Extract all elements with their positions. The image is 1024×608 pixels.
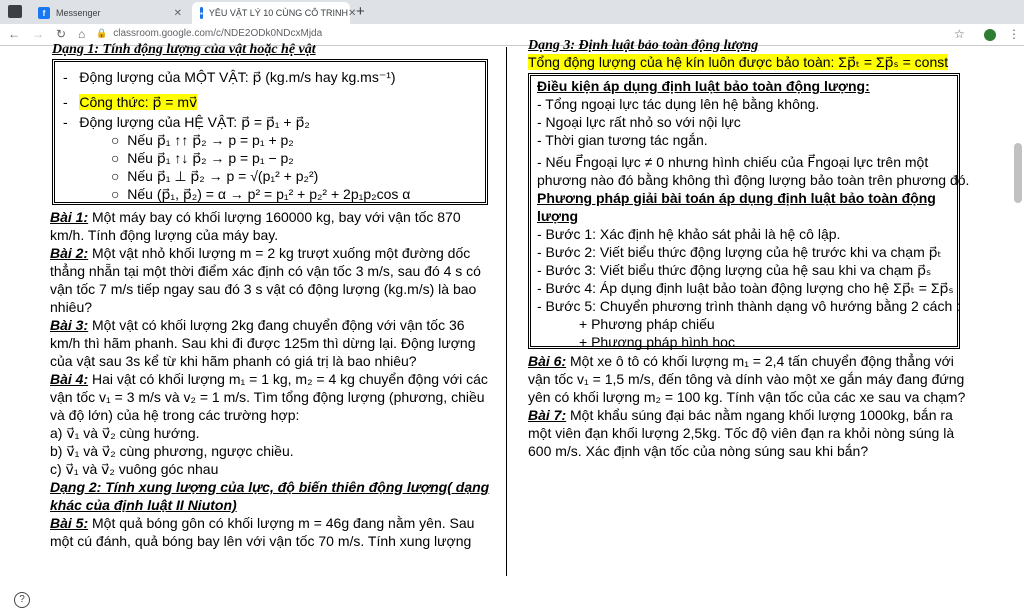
box-line: - Công thức: p⃗ = mv⃗ <box>63 94 198 110</box>
classroom-icon: ▪ <box>200 8 203 18</box>
box-line: - Động lượng của HỆ VẬT: p⃗ = p⃗₁ + p⃗₂ <box>63 114 310 130</box>
method-title: lượng <box>537 208 579 224</box>
formula-box-1 <box>52 59 488 205</box>
address-bar[interactable] <box>96 28 322 39</box>
bai-2-line: Bài 2: Một vật nhỏ khối lượng m = 2 kg trượt xuống một đường dốc <box>50 245 471 261</box>
reload-icon[interactable]: ↻ <box>56 27 67 41</box>
bai-5-line: một cú đánh, quả bóng bay lên với vận tốc 70 m/s. Tính xung lượng <box>50 533 472 549</box>
box-line: ○ Nếu p⃗₁ ⊥ p⃗₂ → p = √(p₁² + p₂²) <box>111 168 319 184</box>
bai-4-line: và độ lớn) của hệ trong các trường hợp: <box>50 407 300 423</box>
bai-5-line: Bài 5: Một quả bóng gôn có khối lượng m = 46g đang nằm yên. Sau <box>50 515 475 531</box>
step-line: - Bước 3: Viết biểu thức động lượng của hệ sau khi va chạm p⃗ₛ <box>537 262 932 278</box>
step-line: - Bước 1: Xác định hệ khảo sát phải là hệ cô lập. <box>537 226 841 242</box>
bai-3-line: của vật sau 3s kể từ khi hãm phanh có giá trị là bao nhiêu? <box>50 353 417 369</box>
bai-3-line: Bài 3: Một vật có khối lượng 2kg đang chuyển động với vận tốc 36 <box>50 317 465 333</box>
bai-4-line: Bài 4: Hai vật có khối lượng m₁ = 1 kg, m₂ = 4 kg chuyển động với các <box>50 371 488 387</box>
close-icon[interactable]: ✕ <box>348 7 357 19</box>
heading-dang-2: khác của định luật II Niuton) <box>50 497 237 513</box>
scrollbar[interactable] <box>1014 143 1022 203</box>
bai-2-line: thẳng nhẵn tại một thời điểm xác định có vận tốc 3 m/s, sau đó 4 s có <box>50 263 481 279</box>
tab-classroom[interactable] <box>192 2 357 24</box>
method-title: Phương pháp giải bài toán áp dụng định luật bảo toàn động <box>537 190 936 206</box>
heading-dang-3: Dạng 3: Định luật bảo toàn động lượng <box>528 38 759 53</box>
bai-7-line: một viên đạn khối lượng 2,5kg. Tốc độ viên đạn ra khỏi nòng súng là <box>528 425 955 441</box>
tab-strip <box>0 0 1024 24</box>
step-line: - Bước 5: Chuyển phương trình thành dạng vô hướng bằng 2 cách : <box>537 298 961 314</box>
bai-7-line: 600 m/s. Xác định vận tốc của nòng súng sau khi bắn? <box>528 443 869 459</box>
bai-3-line: km/h thì hãm phanh. Sau khi đi được 125m thì dừng lại. Động lượng <box>50 335 476 351</box>
box-line: ○ Nếu p⃗₁ ↑↓ p⃗₂ → p = p₁ − p₂ <box>111 150 294 166</box>
bai-4-line: c) v⃗₁ và v⃗₂ vuông góc nhau <box>50 461 219 477</box>
lock-icon: 🔒 <box>96 28 108 38</box>
step-line: + Phương pháp hình học <box>579 334 735 350</box>
condition-line: - Ngoại lực rất nhỏ so với nội lực <box>537 114 741 130</box>
conservation-law: Tổng động lượng của hệ kín luôn được bảo toàn: Σp⃗ₜ = Σp⃗ₛ = const <box>528 54 949 70</box>
bai-1-line: Bài 1: Một máy bay có khối lượng 160000 kg, bay với vận tốc 870 <box>50 209 461 225</box>
forward-icon[interactable]: → <box>32 27 44 41</box>
condition-line: - Nếu F⃗ngoại lực ≠ 0 nhưng hình chiếu của F⃗ngoại lực trên một <box>537 154 929 170</box>
box-line: - Động lượng của MỘT VẬT: p⃗ (kg.m/s hay kg.ms⁻¹) <box>63 69 396 85</box>
back-icon[interactable]: ← <box>8 27 20 41</box>
extension-icon[interactable] <box>984 29 996 41</box>
bai-4-line: a) v⃗₁ và v⃗₂ cùng hướng. <box>50 425 200 441</box>
new-tab-button[interactable]: + <box>356 3 365 20</box>
box-line: ○ Nếu p⃗₁ ↑↑ p⃗₂ → p = p₁ + p₂ <box>111 132 294 148</box>
bai-6-line: yên có khối lượng m₂ = 100 kg. Tính vận tốc của các xe sau va chạm? <box>528 389 966 405</box>
document-viewer <box>0 38 1024 605</box>
condition-line: phương nào đó bằng không thì động lượng bảo toàn trên phương đó. <box>537 172 970 188</box>
bai-2-line: nhiêu? <box>50 299 93 315</box>
bai-4-line: vận tốc v₁ = 3 m/s và v₂ = 1 m/s. Tìm tổng động lượng (phương, chiều <box>50 389 485 405</box>
home-icon[interactable]: ⌂ <box>78 27 86 41</box>
step-line: - Bước 4: Áp dụng định luật bảo toàn động lượng cho hệ Σp⃗ₜ = Σp⃗ₛ <box>537 280 954 296</box>
bookmark-star-icon[interactable]: ☆ <box>954 27 965 41</box>
conditions-title: Điều kiện áp dụng định luật bảo toàn động lượng: <box>537 78 870 94</box>
close-icon[interactable]: ✕ <box>173 7 182 19</box>
bai-2-line: vận tốc 7 m/s tiếp ngay sau đó 3 s vật có động lượng (kg.m/s) là bao <box>50 281 477 297</box>
condition-line: - Thời gian tương tác ngắn. <box>537 132 708 148</box>
step-line: + Phương pháp chiếu <box>579 316 715 332</box>
bai-6-line: vận tốc v₁ = 1,5 m/s, đến tông và dính vào một xe gắn máy đang đứng <box>528 371 965 387</box>
window-menu-icon[interactable] <box>8 5 22 18</box>
step-line: - Bước 2: Viết biểu thức động lượng của hệ trước khi va chạm p⃗ₜ <box>537 244 942 260</box>
bai-1-line: km/h. Tính động lượng của máy bay. <box>50 227 279 243</box>
heading-dang-2: Dạng 2: Tính xung lượng của lực, độ biến thiên động lượng( dạng <box>50 479 490 495</box>
facebook-icon: f <box>38 7 50 19</box>
help-icon[interactable]: ? <box>14 592 30 608</box>
bai-6-line: Bài 6: Một xe ô tô có khối lượng m₁ = 2,4 tấn chuyển động thẳng với <box>528 353 954 369</box>
url-text: classroom.google.com/c/NDE2ODk0NDcxMjda <box>113 28 323 39</box>
conditions-box <box>528 73 970 350</box>
browser-menu-icon[interactable]: ⋮ <box>1008 27 1020 41</box>
bai-4-line: b) v⃗₁ và v⃗₂ cùng phương, ngược chiều. <box>50 443 294 459</box>
tab-label: YÊU VẬT LÝ 10 CÙNG CÔ TRINH <box>208 8 349 18</box>
box-line: ○ Nếu (p⃗₁, p⃗₂) = α → p² = p₁² + p₂² + 2p₁p₂cos α <box>111 186 411 202</box>
tab-messenger[interactable] <box>30 2 190 24</box>
tab-label: Messenger <box>56 8 101 18</box>
condition-line: - Tổng ngoại lực tác dụng lên hệ bằng không. <box>537 96 820 112</box>
heading-dang-1: Dạng 1: Tính động lượng của vật hoặc hệ vật <box>52 42 316 57</box>
bai-7-line: Bài 7: Một khẩu súng đại bác nằm ngang khối lượng 1000kg, bắn ra <box>528 407 953 423</box>
column-divider <box>506 47 507 576</box>
